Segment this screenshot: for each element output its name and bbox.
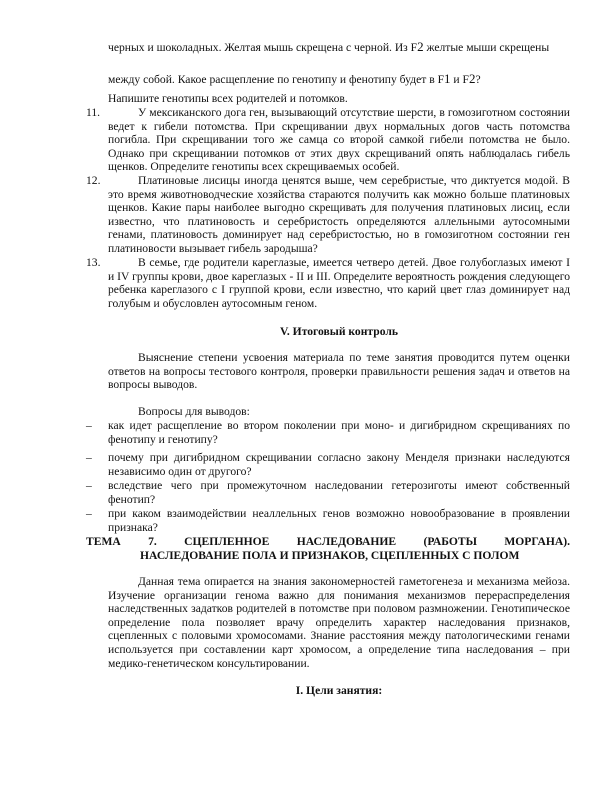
question-bullet: – — [86, 451, 92, 464]
intro-line-2: между собой. Какое расщепление по генотипу и фенотипу будет в F1 и F2? — [108, 71, 481, 86]
task-text-13: В семье, где родители кареглазые, имеется четверо детей. Двое голубоглазых имеют I и IV группы крови, двое кареглазых - II и III. Определите вероятность рождения следующего ребенка кареглазого с I группой крови, если известно, что карий цвет глаз доминирует над голубым и обусловлен аутосомным геном. — [108, 256, 570, 310]
section-v-heading: V. Итоговый контроль — [280, 325, 398, 338]
topic-title-line-1: ТЕМА 7. СЦЕПЛЕННОЕ НАСЛЕДОВАНИЕ (РАБОТЫ МОРГАНА). — [86, 535, 570, 548]
question-item: при каком взаимодействии неаллельных генов возможно новообразование в проявлении признака? — [108, 507, 570, 534]
intro-line-3: Напишите генотипы всех родителей и потомков. — [108, 92, 348, 105]
question-item: как идет расщепление во втором поколении при моно- и дигибридном скрещиваниях по фенотипу и генотипу? — [108, 419, 570, 446]
task-text-12: Платиновые лисицы иногда ценятся выше, чем серебристые, что диктуется модой. В это время животноводческие хозяйства стараются получить как можно больше платиновых щенков. Какие пары наиболее выгодно скрещивать для получения платиновых лисиц, если известно, что платиновость и серебристость определяются аллельными аутосомными генами, платиновость доминирует над серебристостью, но в гомозиготном состоянии ген платиновости вызывает гибель зародыша? — [108, 174, 570, 255]
task-number-12: 12. — [86, 174, 101, 187]
task-text-11: У мексиканского дога ген, вызывающий отсутствие шерсти, в гомозиготном состоянии ведет к гибели потомства. При скрещивании двух нормальных догов часть потомства погибла. При скрещивании того же самца со второй самкой гибели потомства не было. Однако при скрещивании потомков от этих двух скрещиваний опять наблюдалась гибель щенков. Определите генотипы всех скрещиваемых особей. — [108, 106, 570, 174]
question-bullet: – — [86, 419, 92, 432]
question-item: вследствие чего при промежуточном наследовании гетерозиготы имеют собственный фенотип? — [108, 479, 570, 506]
task-number-13: 13. — [86, 256, 101, 269]
section-i-heading: I. Цели занятия: — [295, 684, 383, 697]
intro-line-1: черных и шоколадных. Желтая мышь скрещена с черной. Из F2 желтые мыши скрещены — [108, 39, 550, 54]
topic-title-line-2: НАСЛЕДОВАНИЕ ПОЛА И ПРИЗНАКОВ, СЦЕПЛЕННЫХ С ПОЛОМ — [140, 549, 520, 562]
task-number-11: 11. — [86, 106, 101, 119]
question-item: почему при дигибридном скрещивании согласно закону Менделя признаки наследуются независимо один от другого? — [108, 451, 570, 478]
questions-heading: Вопросы для выводов: — [138, 405, 250, 418]
section-v-paragraph: Выяснение степени усвоения материала по теме занятия проводится путем оценки ответов на вопросы тестового контроля, проверки правильности решения задач и ответов на вопросы выводов. — [108, 351, 570, 392]
question-bullet: – — [86, 507, 92, 520]
question-bullet: – — [86, 479, 92, 492]
topic-paragraph: Данная тема опирается на знания закономерностей гаметогенеза и механизма мейоза. Изучение организации генома важно для понимания механизмов перераспределения наследственных задатков родителей в потомстве при половом размножении. Генотипическое определение пола позволяет врачу определить характер наследования признаков, сцепленных с половыми хромосомами. Знание расстояния между патологическими генами используется при составлении карт хромосом, а определение типа наследования – при медико-генетическом консультировании. — [108, 575, 570, 670]
